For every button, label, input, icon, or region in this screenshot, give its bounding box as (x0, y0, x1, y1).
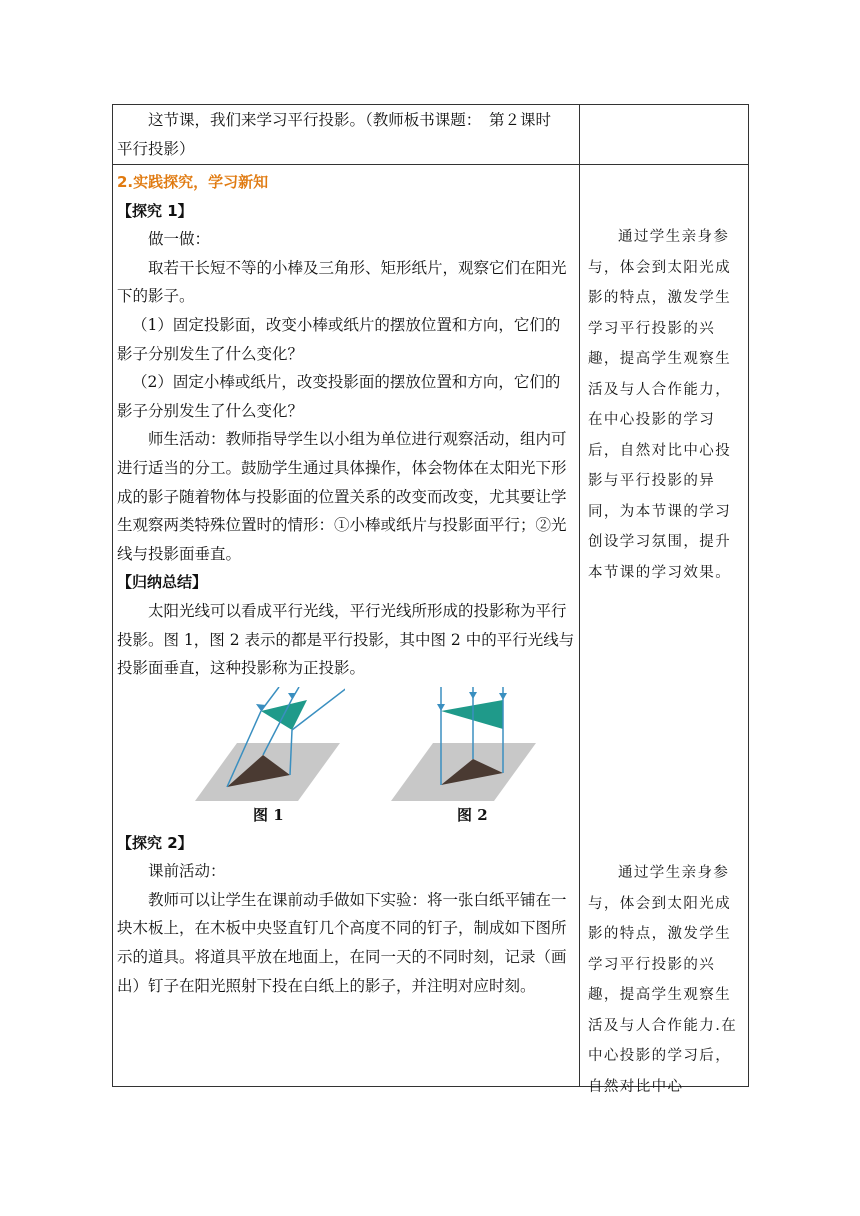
figure2-caption: 图 2 (457, 805, 488, 824)
inquiry1-p2: 取若干长短不等的小棒及三角形、矩形纸片，观察它们在阳光下的影子。 (117, 258, 567, 306)
inquiry1-p1: 做一做： (148, 230, 211, 249)
intro-cell (117, 106, 575, 163)
note1-text: 通过学生亲身参与，体会到太阳光成影的特点，激发学生学习平行投影的兴趣，提高学生观察生活及与人合作能力，在中心投影的学习后，自然对比中心投影与平行投影的异同，为本节课的学习创设学习氛围，提升本节课的学习效果。 (588, 229, 732, 581)
summary-p1: 太阳光线可以看成平行光线，平行光线所形成的投影称为平行投影。图 1，图 2 表示的都是平行投影，其中图 2 中的平行光线与投影面垂直，这种投影称为正投影。 (117, 601, 575, 678)
figure1-caption: 图 1 (253, 805, 284, 824)
intro-text: 这节课，我们来学习平行投影。（教师板书课题： 第２课时 平行投影） (117, 111, 567, 158)
fig2-triangle (441, 700, 503, 729)
design-note-2 (588, 858, 744, 1102)
inquiry1-p3: （1）固定投影面，改变小棒或纸片的摆放位置和方向，它们的影子分别发生了什么变化？ (117, 315, 561, 363)
inquiry1-p5: 师生活动：教师指导学生以小组为单位进行观察活动，组内可进行适当的分工。鼓励学生通过具体操作，体会物体在太阳光下形成的影子随着物体与投影面的位置关系的改变而改变，尤其要让学生观察两类特殊位置时的情形：①小棒或纸片与投影面平行；②光线与投影面垂直。 (117, 430, 567, 563)
figure1-oblique-projection (195, 687, 345, 807)
lesson-table (112, 104, 749, 1095)
inquiry2-p2: 教师可以让学生在课前动手做如下实验：将一张白纸平铺在一块木板上，在木板中央竖直钉几个高度不同的钉子，制成如下图所示的道具。将道具平放在地面上，在同一天的不同时刻，记录（画出）钉子在阳光照射下投在白纸上的影子，并注明对应时刻。 (117, 890, 567, 995)
main-content-cell (117, 168, 575, 1000)
note2-text: 通过学生亲身参与，体会到太阳光成影的特点，激发学生学习平行投影的兴趣，提高学生观察生活及与人合作能力.在中心投影的学习后，自然对比中心 (588, 865, 738, 1095)
design-note-1 (588, 222, 744, 588)
figure2-orthographic-projection (391, 687, 541, 807)
section-title: 2.实践探究，学习新知 (117, 173, 269, 191)
figures-row (117, 683, 575, 823)
inquiry2-label: 【探究 2】 (117, 833, 193, 852)
inquiry1-label: 【探究 1】 (117, 201, 193, 220)
summary-label: 【归纳总结】 (117, 573, 208, 592)
inquiry2-p1: 课前活动： (148, 862, 226, 881)
inquiry1-p4: （2）固定小棒或纸片，改变投影面的摆放位置和方向，它们的影子分别发生了什么变化？ (117, 373, 561, 420)
